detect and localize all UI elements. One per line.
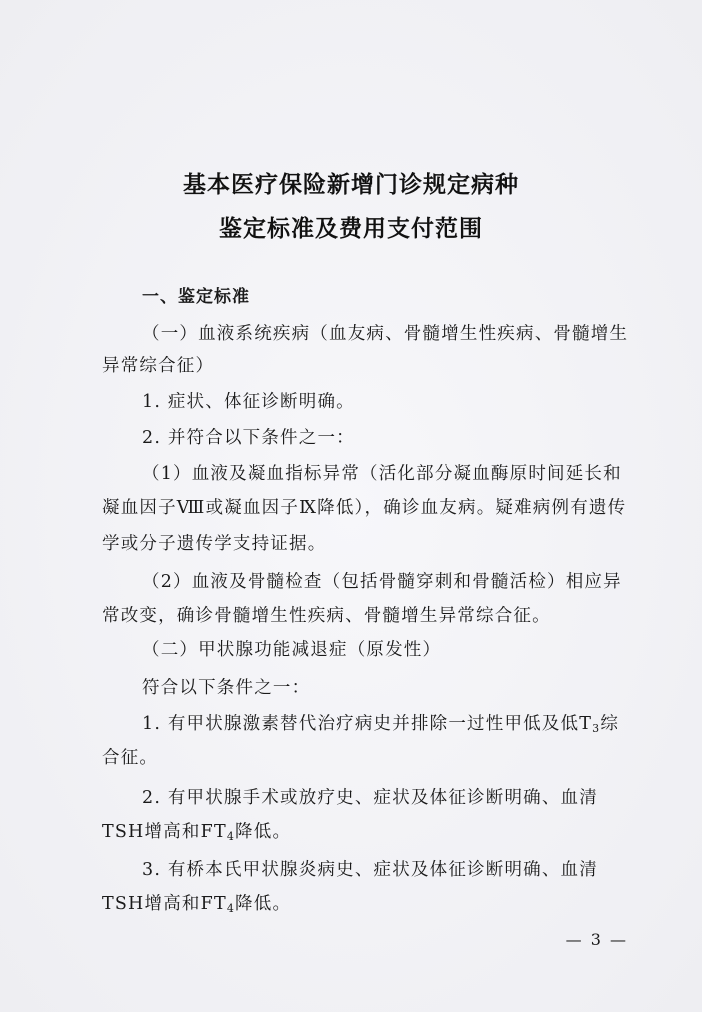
paragraph-line: （1）血液及凝血指标异常（活化部分凝血酶原时间延长和 bbox=[142, 464, 622, 484]
paragraph-line: TSH增高和$FT_4$降低。 bbox=[102, 822, 292, 843]
paragraph-line: TSH增高和$FT_4$降低。 bbox=[102, 894, 292, 915]
paragraph-line: 1. 症状、体征诊断明确。 bbox=[142, 392, 355, 412]
page-number: — 3 — bbox=[565, 930, 628, 949]
paragraph-line: 2. 有甲状腺手术或放疗史、症状及体征诊断明确、血清 bbox=[142, 788, 598, 808]
paragraph-line: 凝血因子Ⅷ或凝血因子Ⅸ降低），确诊血友病。疑难病例有遗传 bbox=[102, 498, 627, 518]
paragraph-line: 常改变，确诊骨髓增生性疾病、骨髓增生异常综合征。 bbox=[102, 606, 551, 626]
paragraph-line: 异常综合征） bbox=[102, 356, 215, 376]
title-line-2: 鉴定标准及费用支付范围 bbox=[219, 216, 483, 242]
paragraph-line: （一）血液系统疾病（血友病、骨髓增生性疾病、骨髓增生 bbox=[142, 324, 629, 344]
section-heading: 一、鉴定标准 bbox=[142, 287, 250, 307]
paragraph-line: 符合以下条件之一： bbox=[142, 678, 311, 698]
paragraph-line: 1. 有甲状腺激素替代治疗病史并排除一过性甲低及低$T_3$综 bbox=[142, 714, 620, 735]
paragraph-line: （2）血液及骨髓检查（包括骨髓穿刺和骨髓活检）相应异 bbox=[142, 572, 622, 592]
paragraph-line: 2. 并符合以下条件之一： bbox=[142, 428, 355, 448]
paragraph-line: 3. 有桥本氏甲状腺炎病史、症状及体征诊断明确、血清 bbox=[142, 860, 598, 880]
subsection-heading: （二）甲状腺功能减退症（原发性） bbox=[142, 640, 442, 660]
paragraph-line: 学或分子遗传学支持证据。 bbox=[102, 534, 327, 554]
paragraph-line: 合征。 bbox=[102, 748, 159, 768]
title-line-1: 基本医疗保险新增门诊规定病种 bbox=[183, 172, 519, 198]
